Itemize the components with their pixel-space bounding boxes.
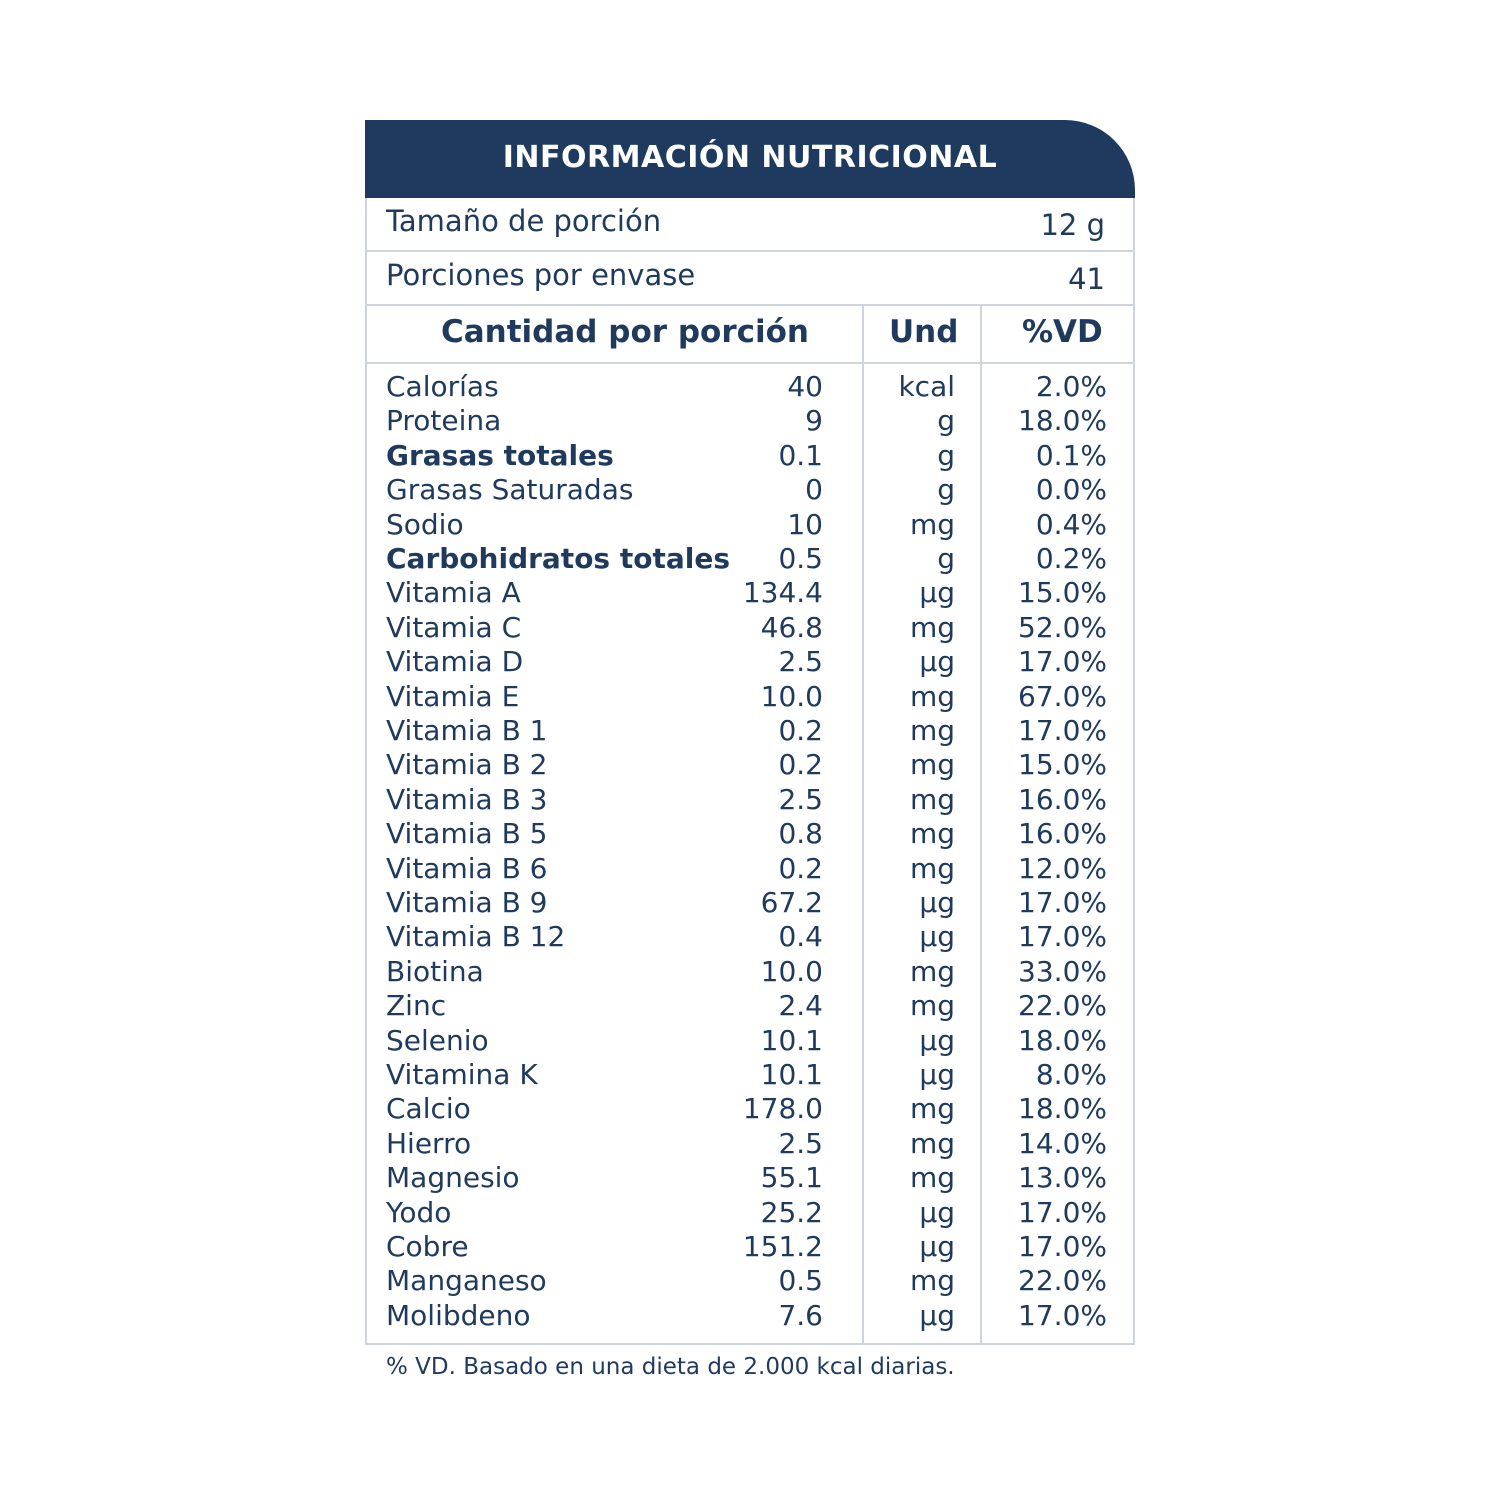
nutrient-daily-value: 0.2% <box>1035 542 1107 575</box>
column-divider <box>980 306 982 364</box>
nutrient-daily-value: 17.0% <box>1018 714 1107 747</box>
nutrient-amount: 2.5 <box>778 645 823 679</box>
nutrient-daily-value: 17.0% <box>1018 1230 1107 1263</box>
nutrient-daily-value: 18.0% <box>1018 1092 1107 1126</box>
table-row <box>367 955 1133 989</box>
nutrient-table <box>367 364 1133 1343</box>
nutrient-daily-value: 67.0% <box>1018 679 1107 713</box>
nutrient-name: Vitamia B 9 <box>386 886 548 919</box>
nutrient-daily-value: 15.0% <box>1018 576 1107 610</box>
nutrient-name: Vitamia A <box>386 576 521 610</box>
nutrient-daily-value: 0.0% <box>1035 473 1107 507</box>
table-row <box>367 370 1133 404</box>
nutrient-amount: 7.6 <box>778 1298 823 1332</box>
nutrient-amount: 55.1 <box>760 1161 823 1195</box>
nutrient-unit: mg <box>909 610 955 644</box>
nutrient-amount: 0.5 <box>778 542 823 575</box>
nutrient-name: Vitamia B 2 <box>386 748 548 782</box>
nutrient-daily-value: 22.0% <box>1018 1264 1107 1298</box>
nutrient-unit: mg <box>909 851 955 885</box>
nutrient-amount: 0.2 <box>778 714 823 747</box>
nutrient-amount: 46.8 <box>760 610 823 644</box>
nutrient-name: Selenio <box>386 1023 489 1057</box>
nutrient-unit: µg <box>919 1023 955 1057</box>
nutrient-unit: mg <box>909 1126 955 1160</box>
nutrient-unit: mg <box>909 1161 955 1195</box>
table-row <box>367 1024 1133 1058</box>
serving-size-value: 12 g <box>1040 208 1105 242</box>
nutrient-name: Manganeso <box>386 1264 547 1298</box>
nutrient-name: Vitamia B 12 <box>386 920 566 954</box>
nutrient-amount: 10 <box>787 507 823 541</box>
nutrient-name: Vitamia B 6 <box>386 851 548 885</box>
nutrient-amount: 0.1 <box>778 438 823 472</box>
serving-size-row <box>367 198 1133 252</box>
nutrient-amount: 10.1 <box>760 1058 823 1091</box>
nutrient-unit: µg <box>919 576 955 610</box>
table-row <box>367 1299 1133 1333</box>
column-header-dv: %VD <box>1022 314 1103 350</box>
nutrient-name: Magnesio <box>386 1161 520 1195</box>
nutrient-daily-value: 18.0% <box>1018 404 1107 438</box>
table-row <box>367 748 1133 782</box>
nutrient-name: Cobre <box>386 1230 469 1263</box>
nutrient-unit: mg <box>909 714 955 747</box>
nutrient-unit: mg <box>909 954 955 988</box>
table-row <box>367 645 1133 679</box>
nutrient-daily-value: 33.0% <box>1018 954 1107 988</box>
nutrient-amount: 178.0 <box>742 1092 823 1126</box>
nutrient-name: Grasas totales <box>386 438 614 472</box>
nutrient-name: Vitamia D <box>386 645 524 679</box>
table-row <box>367 542 1133 576</box>
nutrient-unit: mg <box>909 817 955 851</box>
nutrient-amount: 151.2 <box>742 1230 823 1263</box>
nutrient-unit: g <box>937 404 955 438</box>
table-row <box>367 989 1133 1023</box>
nutrient-daily-value: 52.0% <box>1018 610 1107 644</box>
table-row <box>367 1196 1133 1230</box>
table-row <box>367 817 1133 851</box>
nutrient-amount: 9 <box>805 404 823 438</box>
table-row <box>367 1127 1133 1161</box>
nutrient-daily-value: 17.0% <box>1018 1298 1107 1332</box>
nutrient-amount: 10.0 <box>760 954 823 988</box>
table-row <box>367 714 1133 748</box>
nutrient-name: Grasas Saturadas <box>386 473 634 507</box>
label-box <box>365 198 1135 1345</box>
nutrient-unit: µg <box>919 1298 955 1332</box>
nutrient-name: Proteina <box>386 404 502 438</box>
nutrient-amount: 40 <box>787 370 823 403</box>
nutrient-amount: 0.8 <box>778 817 823 851</box>
nutrient-name: Zinc <box>386 989 447 1023</box>
table-row <box>367 473 1133 507</box>
table-row <box>367 576 1133 610</box>
column-header-row <box>367 306 1133 364</box>
nutrient-unit: µg <box>919 1058 955 1091</box>
nutrient-name: Biotina <box>386 954 484 988</box>
nutrient-daily-value: 18.0% <box>1018 1023 1107 1057</box>
nutrient-amount: 0 <box>805 473 823 507</box>
nutrient-amount: 10.0 <box>760 679 823 713</box>
nutrient-unit: µg <box>919 1230 955 1263</box>
nutrient-name: Calcio <box>386 1092 471 1126</box>
nutrient-name: Calorías <box>386 370 499 403</box>
nutrient-daily-value: 12.0% <box>1018 851 1107 885</box>
nutrient-unit: mg <box>909 989 955 1023</box>
nutrient-unit: µg <box>919 920 955 954</box>
nutrient-unit: µg <box>919 1195 955 1229</box>
nutrient-name: Vitamina K <box>386 1058 538 1091</box>
nutrient-amount: 2.5 <box>778 782 823 816</box>
nutrient-unit: g <box>937 542 955 575</box>
servings-per-container-label: Porciones por envase <box>386 258 696 292</box>
footnote: % VD. Basado en una dieta de 2.000 kcal diarias. <box>386 1354 955 1380</box>
nutrient-daily-value: 15.0% <box>1018 748 1107 782</box>
nutrient-amount: 0.2 <box>778 748 823 782</box>
nutrient-daily-value: 17.0% <box>1018 886 1107 919</box>
nutrient-unit: mg <box>909 507 955 541</box>
nutrient-daily-value: 17.0% <box>1018 645 1107 679</box>
table-row <box>367 508 1133 542</box>
nutrient-amount: 2.5 <box>778 1126 823 1160</box>
nutrient-amount: 25.2 <box>760 1195 823 1229</box>
servings-per-container-value: 41 <box>1068 262 1105 296</box>
nutrient-daily-value: 16.0% <box>1018 782 1107 816</box>
nutrient-unit: mg <box>909 1264 955 1298</box>
nutrient-unit: g <box>937 473 955 507</box>
nutrient-daily-value: 14.0% <box>1018 1126 1107 1160</box>
nutrient-amount: 2.4 <box>778 989 823 1023</box>
nutrient-daily-value: 2.0% <box>1035 370 1107 403</box>
nutrient-unit: g <box>937 438 955 472</box>
table-row <box>367 852 1133 886</box>
nutrient-name: Molibdeno <box>386 1298 531 1332</box>
nutrient-name: Sodio <box>386 507 464 541</box>
nutrient-daily-value: 0.4% <box>1035 507 1107 541</box>
nutrient-amount: 134.4 <box>742 576 823 610</box>
label-title: INFORMACIÓN NUTRICIONAL <box>502 140 998 175</box>
table-row <box>367 1092 1133 1126</box>
nutrient-amount: 10.1 <box>760 1023 823 1057</box>
serving-size-label: Tamaño de porción <box>386 204 662 238</box>
column-divider <box>862 306 864 364</box>
column-header-unit: Und <box>889 314 959 350</box>
nutrient-daily-value: 0.1% <box>1035 438 1107 472</box>
nutrient-unit: mg <box>909 679 955 713</box>
nutrient-daily-value: 13.0% <box>1018 1161 1107 1195</box>
nutrient-unit: mg <box>909 1092 955 1126</box>
table-row <box>367 1230 1133 1264</box>
nutrient-unit: mg <box>909 748 955 782</box>
nutrient-unit: µg <box>919 886 955 919</box>
nutrient-name: Vitamia B 5 <box>386 817 548 851</box>
nutrient-name: Vitamia E <box>386 679 520 713</box>
nutrient-amount: 67.2 <box>760 886 823 919</box>
nutrient-unit: mg <box>909 782 955 816</box>
nutrient-name: Vitamia B 3 <box>386 782 548 816</box>
column-header-amount: Cantidad por porción <box>441 314 809 350</box>
table-row <box>367 680 1133 714</box>
nutrient-unit: kcal <box>898 370 955 403</box>
table-row <box>367 439 1133 473</box>
nutrient-amount: 0.5 <box>778 1264 823 1298</box>
table-row <box>367 1058 1133 1092</box>
nutrient-name: Vitamia B 1 <box>386 714 548 747</box>
nutrient-amount: 0.4 <box>778 920 823 954</box>
table-row <box>367 404 1133 438</box>
nutrition-label <box>365 120 1135 1345</box>
nutrient-daily-value: 8.0% <box>1035 1058 1107 1091</box>
nutrient-daily-value: 17.0% <box>1018 920 1107 954</box>
nutrient-name: Yodo <box>386 1195 452 1229</box>
nutrient-name: Hierro <box>386 1126 472 1160</box>
label-header <box>365 120 1135 198</box>
nutrient-amount: 0.2 <box>778 851 823 885</box>
nutrient-daily-value: 16.0% <box>1018 817 1107 851</box>
table-row <box>367 611 1133 645</box>
table-row <box>367 1161 1133 1195</box>
nutrient-name: Carbohidratos totales <box>386 542 730 575</box>
nutrient-name: Vitamia C <box>386 610 522 644</box>
nutrient-daily-value: 22.0% <box>1018 989 1107 1023</box>
table-row <box>367 1264 1133 1298</box>
nutrient-unit: µg <box>919 645 955 679</box>
table-row <box>367 920 1133 954</box>
table-row <box>367 886 1133 920</box>
table-row <box>367 783 1133 817</box>
nutrient-daily-value: 17.0% <box>1018 1195 1107 1229</box>
servings-per-container-row <box>367 252 1133 306</box>
